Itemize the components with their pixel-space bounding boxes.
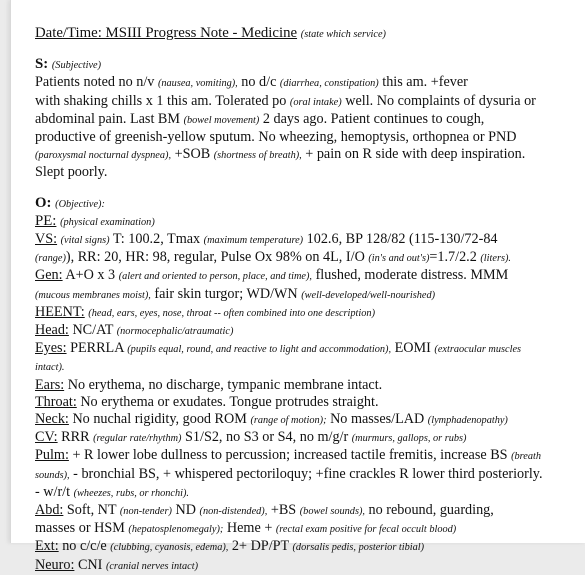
progress-note bbox=[35, 25, 580, 575]
note-text: well. No complaints of dysuria or bbox=[341, 92, 536, 109]
exam-section-label: Ears: bbox=[35, 376, 65, 393]
note-text: fair skin turgor; WD/WN bbox=[150, 285, 302, 302]
note-text: 2 days ago. Patient continues to cough, bbox=[259, 110, 485, 127]
annotation-text: (dorsalis pedis, posterior tibial) bbox=[292, 542, 425, 554]
subjective-tag: (Subjective) bbox=[51, 60, 102, 72]
subjective-header bbox=[35, 56, 580, 74]
pe-header bbox=[35, 213, 580, 231]
note-text: 2+ DP/PT bbox=[228, 538, 293, 555]
annotation-text: (shortness of breath), bbox=[213, 150, 302, 162]
note-text: masses or HSM bbox=[35, 520, 129, 537]
annotation-text: (wheezes, rubs, or rhonchi). bbox=[73, 487, 189, 499]
annotation-text: (non-tender) bbox=[119, 506, 172, 518]
annotation-text: sounds), bbox=[35, 469, 70, 481]
objective-line bbox=[35, 231, 580, 249]
objective-line bbox=[35, 429, 580, 447]
annotation-text: (range) bbox=[35, 253, 66, 265]
subjective-line bbox=[35, 129, 580, 146]
annotation-text: (bowel sounds), bbox=[299, 506, 365, 518]
note-text: +SOB bbox=[171, 146, 214, 163]
objective-header bbox=[35, 195, 580, 213]
annotation-text: (murmurs, gallops, or rubs) bbox=[351, 433, 467, 445]
note-title bbox=[35, 25, 580, 43]
note-text: Patients noted no n/v bbox=[35, 74, 158, 91]
objective-line bbox=[35, 466, 580, 484]
exam-section-label: Head: bbox=[35, 322, 69, 339]
note-text: this am. +fever bbox=[378, 74, 468, 91]
note-text: A+O x 3 bbox=[62, 267, 119, 284]
note-text: ), RR: 20, HR: 98, regular, Pulse Ox 98% on 4L, I/O bbox=[65, 249, 369, 266]
objective-line bbox=[35, 377, 580, 394]
subjective-line bbox=[35, 93, 580, 111]
annotation-text: (vital signs) bbox=[60, 235, 110, 247]
exam-section-label: Gen: bbox=[35, 267, 63, 284]
annotation-text: (range of motion); bbox=[250, 415, 327, 427]
annotation-text: (well-developed/well-nourished) bbox=[301, 289, 436, 301]
note-text: PERRLA bbox=[66, 340, 128, 357]
exam-section-label: Abd: bbox=[35, 502, 64, 519]
objective-line bbox=[35, 267, 580, 285]
objective-line bbox=[35, 322, 580, 340]
exam-section-label: Pulm: bbox=[35, 447, 69, 464]
annotation-text: (head, ears, eyes, nose, throat -- often combined into one description) bbox=[88, 307, 376, 319]
note-text: + R lower lobe dullness to percussion; increased tactile fremitis, increase BS bbox=[68, 447, 512, 464]
note-text: T: 100.2, Tmax bbox=[109, 231, 204, 248]
subjective-section bbox=[35, 74, 580, 181]
note-text: no c/c/e bbox=[58, 538, 111, 555]
objective-line bbox=[35, 304, 580, 322]
annotation-text: (pupils equal, round, and reactive to light and accommodation), bbox=[127, 344, 392, 356]
note-text: RRR bbox=[57, 429, 94, 446]
note-text: 102.6, BP 128/82 (115-130/72-84 bbox=[303, 231, 498, 248]
note-text: Slept poorly. bbox=[35, 164, 108, 181]
note-text: Soft, NT bbox=[63, 502, 120, 519]
pe-label: PE: bbox=[35, 212, 57, 229]
objective-label: O: bbox=[35, 194, 52, 211]
objective-line bbox=[35, 340, 580, 358]
annotation-text: (in's and out's) bbox=[368, 253, 430, 265]
subjective-line bbox=[35, 111, 580, 129]
annotation-text: (hepatosplenomegaly); bbox=[128, 524, 224, 536]
subjective-line bbox=[35, 146, 580, 164]
note-title-text: Date/Time: MSIII Progress Note - Medicine bbox=[35, 25, 298, 41]
annotation-text: (mucous membranes moist), bbox=[35, 289, 151, 301]
note-text: productive of greenish-yellow sputum. No wheezing, hemoptysis, orthopnea or PND bbox=[35, 129, 517, 146]
exam-section-label: Ext: bbox=[35, 538, 59, 555]
objective-section bbox=[35, 231, 580, 575]
annotation-text: (oral intake) bbox=[289, 96, 342, 108]
note-text: with shaking chills x 1 this am. Tolerated po bbox=[35, 92, 290, 109]
annotation-text: (nausea, vomiting), bbox=[157, 78, 238, 90]
objective-tag: (Objective): bbox=[55, 198, 105, 210]
note-text: NC/AT bbox=[68, 322, 117, 339]
subjective-line bbox=[35, 74, 580, 92]
exam-section-label: Throat: bbox=[35, 393, 77, 410]
note-text: =1.7/2.2 bbox=[429, 249, 481, 266]
annotation-text: (clubbing, cyanosis, edema), bbox=[110, 542, 229, 554]
note-text: +BS bbox=[267, 502, 300, 519]
exam-section-label: Neuro: bbox=[35, 556, 75, 573]
note-text: No nuchal rigidity, good ROM bbox=[68, 411, 251, 428]
note-text: + pain on R side with deep inspiration. bbox=[301, 146, 526, 163]
note-text: CNI bbox=[74, 556, 106, 573]
objective-line bbox=[35, 249, 580, 267]
annotation-text: (paroxysmal nocturnal dyspnea), bbox=[35, 150, 172, 162]
objective-line bbox=[35, 411, 580, 429]
annotation-text: (alert and oriented to person, place, and time), bbox=[118, 271, 313, 283]
annotation-text: (bowel movement) bbox=[183, 114, 260, 126]
document-page bbox=[10, 0, 585, 573]
note-text: S1/S2, no S3 or S4, no m/g/r bbox=[181, 429, 352, 446]
note-text: No erythema, no discharge, tympanic membrane intact. bbox=[64, 376, 383, 393]
exam-section-label: VS: bbox=[35, 231, 58, 248]
annotation-text: (liters). bbox=[480, 253, 511, 265]
annotation-text: (cranial nerves intact) bbox=[105, 560, 199, 572]
pe-tag: (physical examination) bbox=[60, 216, 155, 228]
annotation-text: (normocephalic/atraumatic) bbox=[116, 326, 234, 338]
exam-section-label: CV: bbox=[35, 429, 58, 446]
objective-line bbox=[35, 286, 580, 304]
objective-line bbox=[35, 394, 580, 411]
note-text: EOMI bbox=[391, 340, 435, 357]
note-text: No erythema or exudates. Tongue protrudes straight. bbox=[76, 393, 379, 410]
note-text: no rebound, guarding, bbox=[364, 502, 494, 519]
exam-section-label: Eyes: bbox=[35, 340, 67, 357]
note-text: abdominal pain. Last BM bbox=[35, 110, 184, 127]
objective-line bbox=[35, 484, 580, 502]
objective-line bbox=[35, 557, 580, 575]
annotation-text: (lymphadenopathy) bbox=[427, 415, 508, 427]
objective-line bbox=[35, 447, 580, 465]
exam-section-label: HEENT: bbox=[35, 303, 85, 320]
annotation-text: (regular rate/rhythm) bbox=[93, 433, 182, 445]
objective-line bbox=[35, 502, 580, 520]
subjective-label: S: bbox=[35, 56, 49, 73]
note-text: - w/r/t bbox=[35, 483, 74, 500]
exam-section-label: Neck: bbox=[35, 411, 69, 428]
annotation-text: (diarrhea, constipation) bbox=[279, 78, 379, 90]
note-text: no d/c bbox=[237, 74, 280, 91]
note-text: flushed, moderate distress. MMM bbox=[312, 267, 509, 284]
annotation-text: (non-distended), bbox=[199, 506, 268, 518]
annotation-text: intact). bbox=[35, 362, 65, 374]
annotation-text: (maximum temperature) bbox=[203, 235, 304, 247]
annotation-text: (extraocular muscles bbox=[434, 344, 522, 356]
objective-line bbox=[35, 538, 580, 556]
annotation-text: (rectal exam positive for fecal occult blood) bbox=[275, 524, 457, 536]
note-title-hint: (state which service) bbox=[300, 29, 386, 40]
note-text: No masses/LAD bbox=[326, 411, 428, 428]
note-text: Heme + bbox=[223, 520, 276, 537]
objective-line bbox=[35, 520, 580, 538]
subjective-line bbox=[35, 164, 580, 181]
annotation-text: (breath bbox=[511, 451, 542, 463]
objective-line bbox=[35, 358, 580, 376]
note-text: - bronchial BS, + whispered pectoriloquy; +fine crackles R lower third posteriorly. bbox=[69, 465, 543, 482]
note-text: ND bbox=[171, 502, 200, 519]
